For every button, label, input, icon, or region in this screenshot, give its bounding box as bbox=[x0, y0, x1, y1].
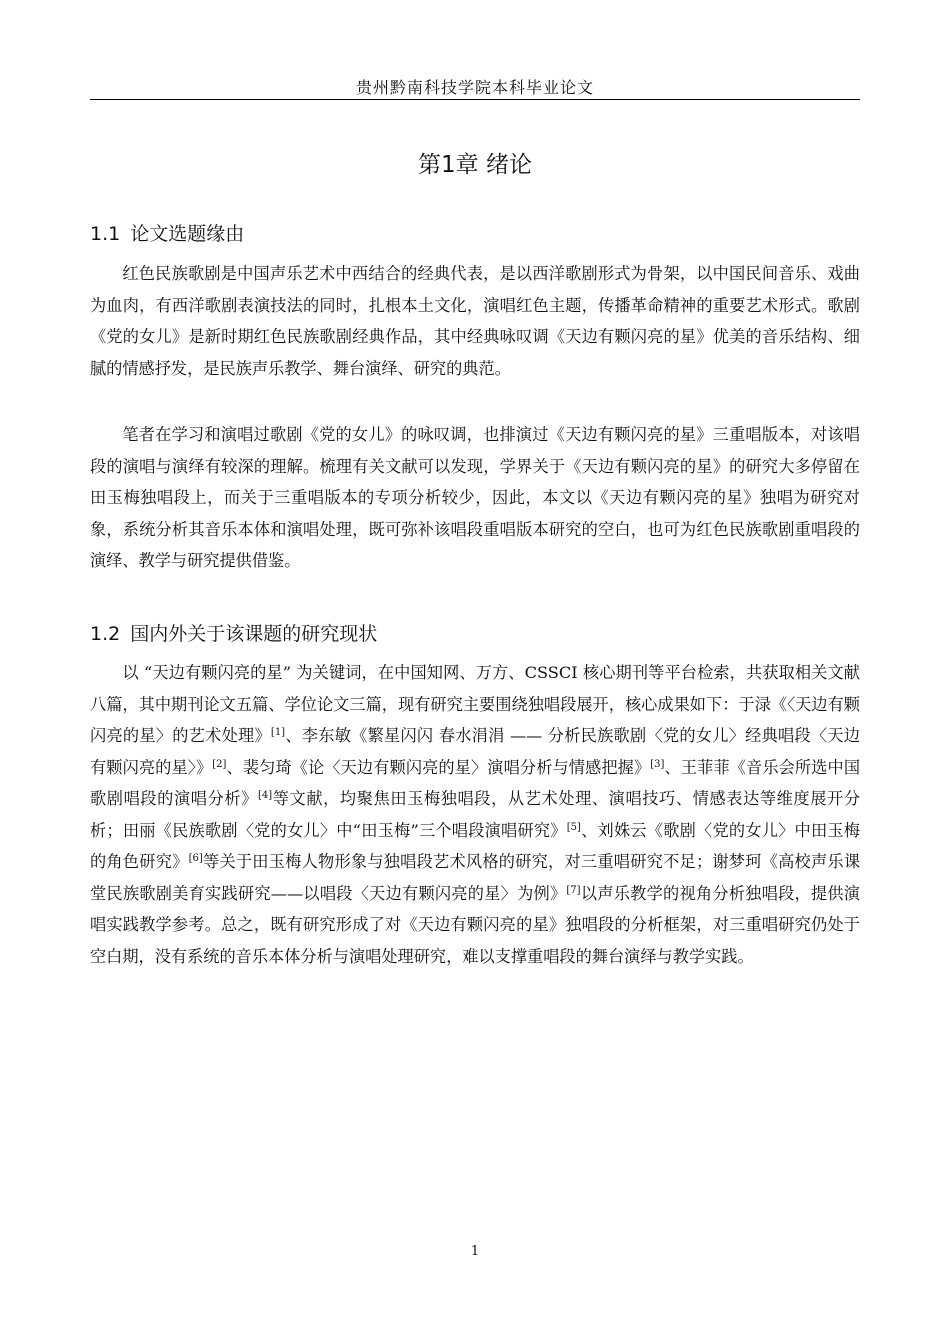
section-title: 论文选题缘由 bbox=[130, 223, 245, 245]
chapter-title: 第1章 绪论 bbox=[418, 152, 532, 178]
citation-ref[interactable]: [5] bbox=[566, 821, 581, 833]
section-number: 1.1 bbox=[90, 223, 121, 245]
text-segment: 、王菲菲《音乐会所选中国歌剧唱段的演唱分析》 bbox=[90, 757, 861, 808]
citation-ref[interactable]: [7] bbox=[566, 884, 581, 896]
citation-ref[interactable]: [2] bbox=[212, 758, 227, 770]
paragraph-1-1-a: 红色民族歌剧是中国声乐艺术中西结合的经典代表，是以西洋歌剧形式为骨架，以中国民间音乐、戏曲为血肉，有西洋歌剧表演技法的同时，扎根本土文化，演唱红色主题，传播革命精神的重要艺术形式。歌剧《党的女儿》是新时期红色民族歌剧经典作品，其中经典咏叹调《天边有颗闪亮的星》优美的音乐结构、细腻的情感抒发，是民族声乐教学、舞台演绎、研究的典范。 bbox=[90, 264, 860, 378]
header-rule bbox=[90, 99, 860, 100]
paragraph-1-2 bbox=[90, 657, 860, 972]
text-segment: 以 “天边有颗闪亮的星” 为关键词，在中国知网、万方、CSSCI 核心期刊等平台检索，共获取相关文献八篇，其中期刊论文五篇、学位论文三篇，现有研究主要围绕独唱段展开，核心成果如下：于渌《〈天边有颗闪亮的星〉的艺术处理》 bbox=[90, 663, 860, 745]
text-segment: 以声乐教学的视角分析独唱段，提供演唱实践教学参考。总之，既有研究形成了对《天边有颗闪亮的星》独唱段的分析框架，对三重唱研究仍处于空白期，没有系统的音乐本体分析与演唱处理研究，难以支撑重唱段的舞台演绎与教学实践。 bbox=[90, 883, 860, 966]
text-segment: 等关于田玉梅人物形象与独唱段艺术风格的研究，对三重唱研究不足；谢梦珂《高校声乐课堂民族歌剧美育实践研究——以唱段〈天边有颗闪亮的星〉为例》 bbox=[90, 852, 861, 903]
page-number: 1 bbox=[470, 1244, 480, 1259]
citation-ref[interactable]: [4] bbox=[257, 790, 273, 801]
citation-ref[interactable]: [1] bbox=[270, 727, 286, 738]
text-segment: 、裴匀琦《论〈天边有颗闪亮的星〉演唱分析与情感把握》 bbox=[226, 757, 651, 777]
citation-ref[interactable]: [6] bbox=[188, 853, 203, 864]
section-heading-1-2 bbox=[90, 619, 860, 646]
section-heading-1-1 bbox=[90, 219, 860, 246]
running-header: 贵州黔南科技学院本科毕业论文 bbox=[355, 78, 594, 97]
citation-ref[interactable]: [3] bbox=[650, 758, 665, 770]
text-segment: 、刘姝云《歌剧〈党的女儿〉中田玉梅的角色研究》 bbox=[90, 820, 860, 871]
paragraph-1-1-b: 笔者在学习和演唱过歌剧《党的女儿》的咏叹调，也排演过《天边有颗闪亮的星》三重唱版本，对该唱段的演唱与演绎有较深的理解。梳理有关文献可以发现，学界关于《天边有颗闪亮的星》的研究大多停留在田玉梅独唱段上，而关于三重唱版本的专项分析较少，因此，本文以《天边有颗闪亮的星》独唱为研究对象，系统分析其音乐本体和演唱处理，既可弥补该唱段重唱版本研究的空白，也可为红色民族歌剧重唱段的演绎、教学与研究提供借鉴。 bbox=[90, 425, 860, 570]
section-number: 1.2 bbox=[90, 623, 121, 645]
text-segment: 等文献，均聚焦田玉梅独唱段，从艺术处理、演唱技巧、情感表达等维度展开分析；田丽《民族歌剧〈党的女儿〉中“田玉梅”三个唱段演唱研究》 bbox=[90, 789, 861, 840]
section-title: 国内外关于该课题的研究现状 bbox=[130, 623, 378, 645]
text-segment: 、李东敏《繁星闪闪 春水涓涓 —— 分析民族歌剧〈党的女儿〉经典唱段〈天边有颗闪亮的星〉》 bbox=[90, 726, 860, 777]
